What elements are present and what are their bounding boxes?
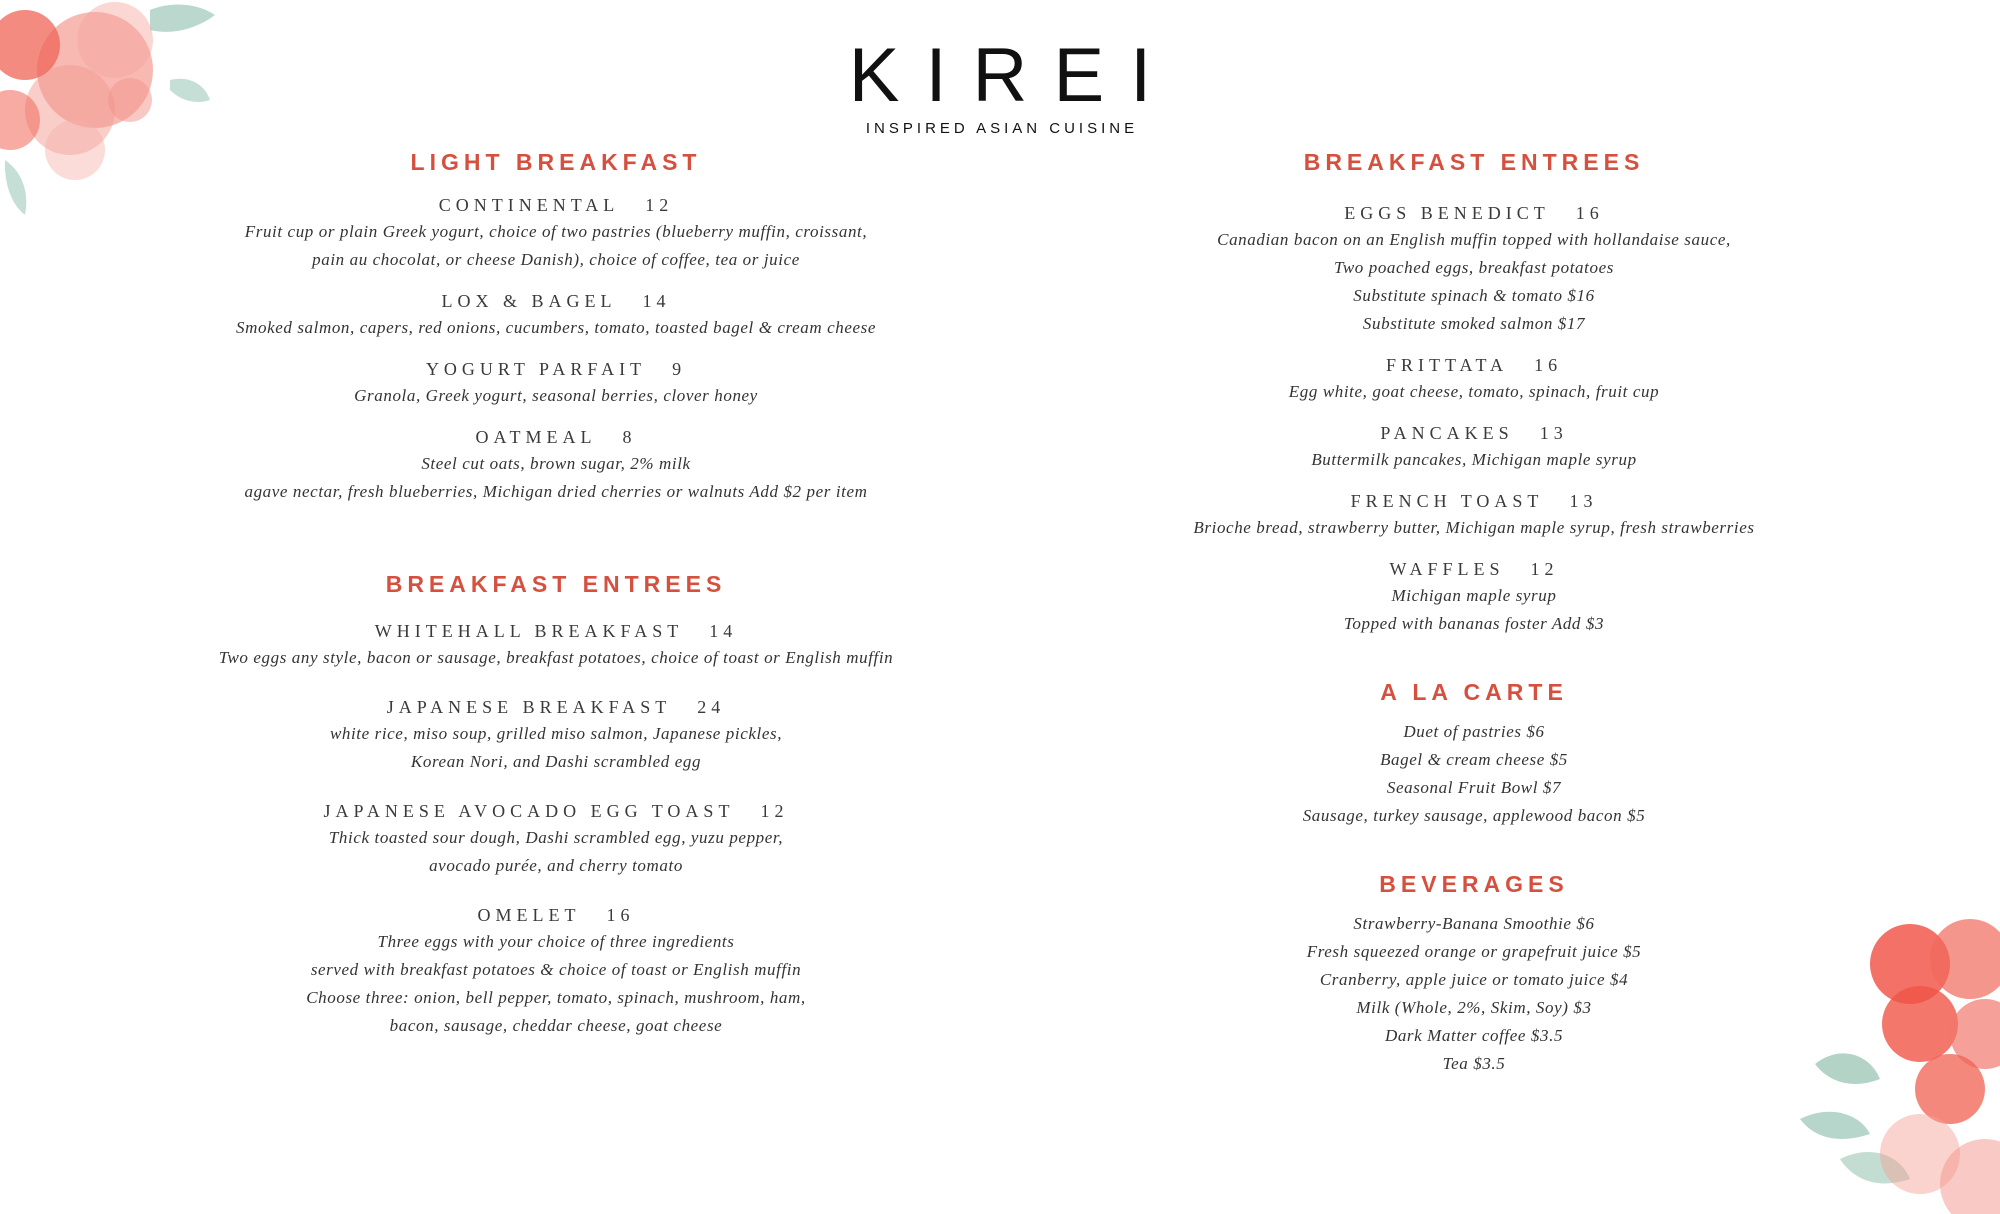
item-description: served with breakfast potatoes & choice of toast or English muffin — [310, 960, 802, 979]
item-price: 16 — [1575, 203, 1604, 223]
menu-item-whitehall-breakfast — [160, 618, 952, 672]
item-description: avocado purée, and cherry tomato — [429, 856, 683, 875]
section-title: BREAKFAST ENTREES — [385, 571, 727, 597]
item-price: 12 — [760, 801, 789, 821]
item-name: OATMEAL — [475, 427, 597, 447]
item-name: LOX & BAGEL — [441, 291, 617, 311]
item-name: YOGURT PARFAIT — [425, 359, 647, 379]
item-price: 8 — [622, 427, 637, 447]
a-la-carte-item: Duet of pastries $6 — [1403, 722, 1545, 741]
left-menu-column — [160, 148, 952, 1040]
menu-item-french-toast — [1130, 488, 1818, 542]
menu-item-oatmeal — [160, 424, 952, 506]
beverage-item: Strawberry-Banana Smoothie $6 — [1353, 914, 1595, 933]
brand-tagline: INSPIRED ASIAN CUISINE — [865, 120, 1139, 137]
section-beverages — [1130, 870, 1818, 1078]
item-description: bacon, sausage, cheddar cheese, goat cheese — [389, 1016, 723, 1035]
item-description: Fruit cup or plain Greek yogurt, choice of two pastries (blueberry muffin, croissant, — [244, 222, 868, 241]
item-price: 13 — [1569, 491, 1598, 511]
item-description: Smoked salmon, capers, red onions, cucumbers, tomato, toasted bagel & cream cheese — [236, 318, 876, 337]
item-description: Egg white, goat cheese, tomato, spinach, fruit cup — [1288, 382, 1660, 401]
section-breakfast-entrees-right — [1130, 148, 1818, 638]
menu-item-japanese-avocado-egg-toast — [160, 798, 952, 880]
a-la-carte-item: Seasonal Fruit Bowl $7 — [1386, 778, 1562, 797]
menu-item-japanese-breakfast — [160, 694, 952, 776]
item-name: CONTINENTAL — [438, 195, 620, 215]
menu-item-continental — [160, 192, 952, 274]
item-description: Buttermilk pancakes, Michigan maple syrup — [1311, 450, 1637, 469]
section-title: BREAKFAST ENTREES — [1303, 149, 1645, 175]
section-breakfast-entrees-left — [160, 570, 952, 1040]
menu-item-pancakes — [1130, 420, 1818, 474]
section-a-la-carte — [1130, 678, 1818, 830]
beverage-item: Cranberry, apple juice or tomato juice $4 — [1319, 970, 1629, 989]
section-title: LIGHT BREAKFAST — [410, 149, 702, 175]
item-price: 14 — [709, 621, 738, 641]
beverage-item: Tea $3.5 — [1442, 1054, 1506, 1073]
beverage-item: Milk (Whole, 2%, Skim, Soy) $3 — [1356, 998, 1592, 1017]
brand-logo: KIREI — [848, 33, 1178, 118]
section-title: BEVERAGES — [1379, 871, 1569, 897]
item-price: 12 — [1530, 559, 1559, 579]
item-description: Brioche bread, strawberry butter, Michigan maple syrup, fresh strawberries — [1193, 518, 1755, 537]
item-name: PANCAKES — [1380, 423, 1514, 443]
item-description: white rice, miso soup, grilled miso salmon, Japanese pickles, — [329, 724, 783, 743]
item-name: FRENCH TOAST — [1350, 491, 1544, 511]
item-description: Two poached eggs, breakfast potatoes — [1334, 258, 1614, 277]
item-description: Three eggs with your choice of three ingredients — [377, 932, 735, 951]
item-name: EGGS BENEDICT — [1344, 203, 1550, 223]
item-name: WAFFLES — [1389, 559, 1505, 579]
item-description: Thick toasted sour dough, Dashi scrambled egg, yuzu pepper, — [328, 828, 784, 847]
item-description: agave nectar, fresh blueberries, Michigan dried cherries or walnuts Add $2 per item — [244, 482, 868, 501]
item-description: Michigan maple syrup — [1391, 586, 1557, 605]
watercolor-flowers-bottom-right — [1800, 914, 2000, 1214]
item-name: OMELET — [477, 905, 581, 925]
item-price: 13 — [1539, 423, 1568, 443]
item-description: Granola, Greek yogurt, seasonal berries, clover honey — [354, 386, 758, 405]
item-description: pain au chocolat, or cheese Danish), choice of coffee, tea or juice — [312, 250, 800, 269]
a-la-carte-item: Bagel & cream cheese $5 — [1380, 750, 1568, 769]
menu-item-eggs-benedict — [1130, 200, 1818, 338]
item-name: WHITEHALL BREAKFAST — [374, 621, 684, 641]
item-price: 16 — [1534, 355, 1563, 375]
beverage-item: Dark Matter coffee $3.5 — [1384, 1026, 1564, 1045]
item-price: 16 — [606, 905, 635, 925]
item-name: FRITTATA — [1385, 355, 1509, 375]
item-price: 24 — [697, 697, 726, 717]
brand-header — [0, 33, 2000, 137]
item-description: Substitute spinach & tomato $16 — [1353, 286, 1595, 305]
item-name: JAPANESE BREAKFAST — [386, 697, 672, 717]
menu-item-waffles — [1130, 556, 1818, 638]
item-description: Two eggs any style, bacon or sausage, breakfast potatoes, choice of toast or English muffin — [218, 648, 894, 667]
section-light-breakfast — [160, 148, 952, 506]
item-description: Canadian bacon on an English muffin topped with hollandaise sauce, — [1217, 230, 1731, 249]
item-price: 9 — [672, 359, 687, 379]
beverage-item: Fresh squeezed orange or grapefruit juice $5 — [1306, 942, 1642, 961]
item-price: 14 — [642, 291, 671, 311]
item-description: Substitute smoked salmon $17 — [1362, 314, 1586, 333]
item-description: Korean Nori, and Dashi scrambled egg — [410, 752, 702, 771]
section-title: A LA CARTE — [1380, 679, 1568, 705]
menu-item-frittata — [1130, 352, 1818, 406]
item-description: Steel cut oats, brown sugar, 2% milk — [421, 454, 691, 473]
menu-item-lox-bagel — [160, 288, 952, 342]
a-la-carte-item: Sausage, turkey sausage, applewood bacon $5 — [1302, 806, 1646, 825]
item-description: Topped with bananas foster Add $3 — [1343, 614, 1605, 633]
menu-item-omelet — [160, 902, 952, 1040]
menu-item-yogurt-parfait — [160, 356, 952, 410]
item-description: Choose three: onion, bell pepper, tomato, spinach, mushroom, ham, — [306, 988, 806, 1007]
right-menu-column — [1130, 148, 1818, 1078]
item-price: 12 — [645, 195, 674, 215]
item-name: JAPANESE AVOCADO EGG TOAST — [323, 801, 735, 821]
